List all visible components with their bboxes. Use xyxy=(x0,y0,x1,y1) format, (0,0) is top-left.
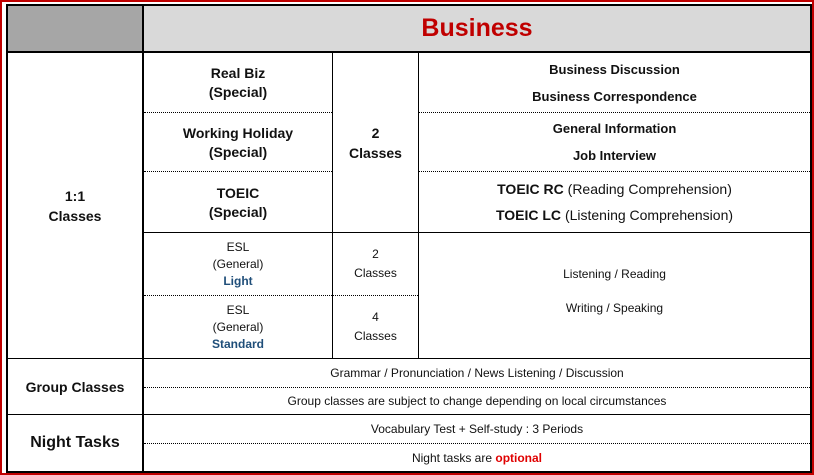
listening-reading: Listening / Reading xyxy=(563,266,666,281)
content-real-biz xyxy=(419,53,810,112)
dotted-divider xyxy=(144,295,418,296)
course-esl-light: ESL (General) Light xyxy=(212,239,264,288)
toeic-rc-line: TOEIC RC (Reading Comprehension) xyxy=(497,181,732,197)
esl-standard-class-count: 4 Classes xyxy=(354,310,397,343)
group-classes-label: Group Classes xyxy=(25,378,125,395)
group-classes-note: Group classes are subject to change depending on local circumstances xyxy=(287,394,667,408)
header-title: Business xyxy=(421,14,533,42)
content-toeic xyxy=(419,172,810,232)
dotted-divider xyxy=(419,171,810,172)
dotted-divider xyxy=(419,112,810,113)
one-to-one-label-line1: 1:1 xyxy=(64,187,86,204)
content-working-holiday xyxy=(419,113,810,171)
grid-line xyxy=(142,4,144,473)
esl-light-level: Light xyxy=(223,273,253,288)
grid-line xyxy=(418,53,419,358)
optional-highlight: optional xyxy=(495,450,543,465)
special-class-count: 2 Classes xyxy=(349,124,402,161)
one-to-one-label xyxy=(8,53,142,358)
grid-line xyxy=(6,4,8,473)
dotted-divider xyxy=(144,443,810,444)
grid-line xyxy=(6,358,812,359)
writing-speaking: Writing / Speaking xyxy=(565,300,664,315)
job-interview: Job Interview xyxy=(572,148,657,163)
grid-line xyxy=(6,4,812,6)
dotted-divider xyxy=(144,171,332,172)
header-blank-cell xyxy=(8,6,142,51)
dotted-divider xyxy=(144,112,332,113)
grid-line xyxy=(332,53,333,358)
course-esl-standard: ESL (General) Standard xyxy=(211,302,264,351)
grid-line xyxy=(810,4,812,473)
business-correspondence: Business Correspondence xyxy=(532,88,697,104)
grid-line xyxy=(6,414,812,415)
grid-line xyxy=(6,471,812,473)
one-to-one-label-line2: Classes xyxy=(48,207,102,224)
business-discussion: Business Discussion xyxy=(549,61,680,77)
general-information: General Information xyxy=(552,121,677,136)
course-real-biz: Real Biz (Special) xyxy=(208,65,268,100)
esl-light-class-count: 2 Classes xyxy=(354,247,397,280)
course-working-holiday: Working Holiday (Special) xyxy=(182,124,294,160)
grid-line xyxy=(144,232,810,233)
content-esl xyxy=(419,233,810,358)
night-tasks-label: Night Tasks xyxy=(30,434,120,451)
dotted-divider xyxy=(144,387,810,388)
toeic-lc-line: TOEIC LC (Listening Comprehension) xyxy=(495,207,734,223)
group-classes-topics: Grammar / Pronunciation / News Listening / Discussion xyxy=(330,366,624,380)
header-title-cell xyxy=(144,6,810,51)
esl-standard-level: Standard xyxy=(211,336,264,351)
course-toeic: TOEIC (Special) xyxy=(208,184,268,220)
night-tasks-note: Night tasks are optional xyxy=(411,450,543,465)
night-tasks-schedule: Vocabulary Test + Self-study : 3 Periods xyxy=(370,422,584,436)
grid-line xyxy=(6,51,812,53)
